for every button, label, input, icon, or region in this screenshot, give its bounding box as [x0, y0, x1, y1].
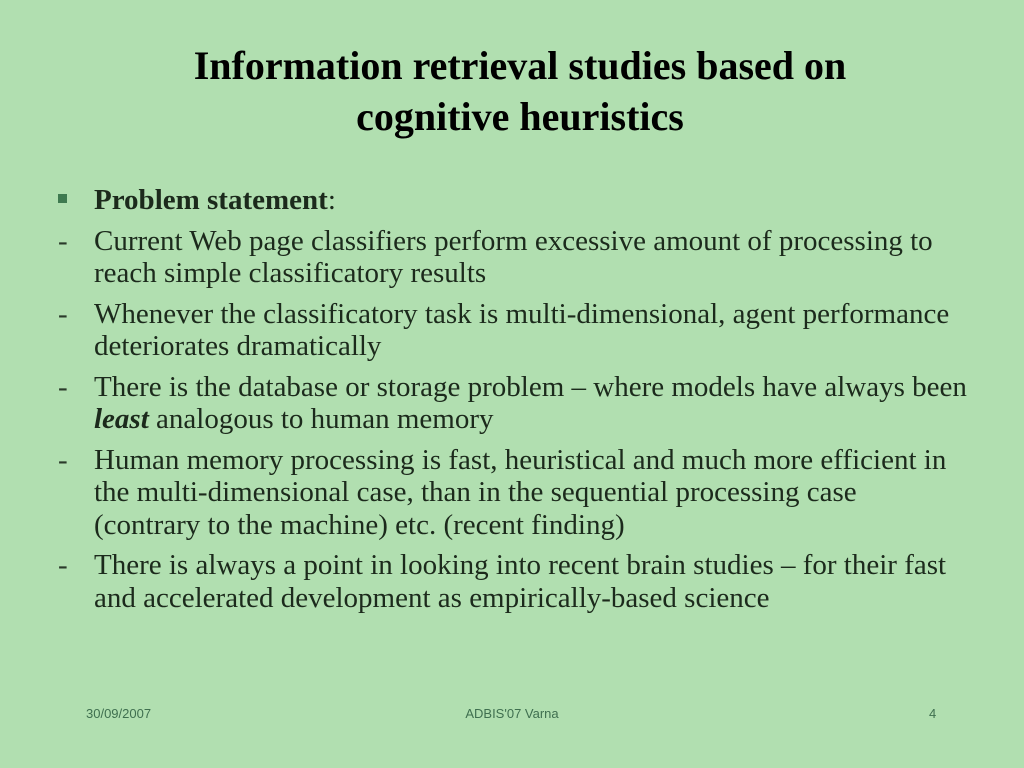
list-item	[58, 444, 968, 542]
list-item	[58, 549, 968, 614]
list-item-text: Human memory processing is fast, heuristical and much more efficient in the multi-dimensional case, than in the sequential processing case (contrary to the machine) etc. (recent finding)	[94, 443, 947, 541]
list-item	[58, 225, 968, 290]
footer-event: ADBIS'07 Varna	[465, 706, 559, 721]
slide-number: 4	[929, 706, 937, 721]
slide-title-line-2: cognitive heuristics	[356, 94, 684, 139]
heading-label: Problem statement	[94, 184, 328, 216]
list-item	[58, 371, 968, 436]
dash-marker: -	[58, 443, 68, 476]
list-item-text: There is always a point in looking into recent brain studies – for their fast and accelerated development as empirically-based science	[94, 549, 947, 614]
dash-marker: -	[58, 370, 68, 403]
footer-date: 30/09/2007	[86, 706, 152, 721]
square-bullet-icon	[58, 194, 67, 203]
slide-title	[100, 40, 940, 142]
slide-content	[58, 184, 968, 622]
list-item-text: Current Web page classifiers perform excessive amount of processing to reach simple classificatory results	[94, 224, 933, 289]
list-item	[58, 298, 968, 363]
emphasized-word: least	[94, 403, 149, 435]
list-item-text-before: There is the database or storage problem – where models have always been	[94, 370, 967, 403]
list-item-text-after: analogous to human memory	[148, 403, 494, 435]
slide-title-line-1: Information retrieval studies based on	[193, 43, 847, 88]
dash-marker: -	[58, 224, 68, 257]
heading-suffix: :	[327, 184, 336, 216]
dash-marker: -	[58, 297, 68, 330]
problem-statement-heading	[58, 184, 968, 217]
list-item-text: Whenever the classificatory task is multi-dimensional, agent performance deteriorates dramatically	[94, 297, 950, 362]
dash-marker: -	[58, 549, 68, 581]
